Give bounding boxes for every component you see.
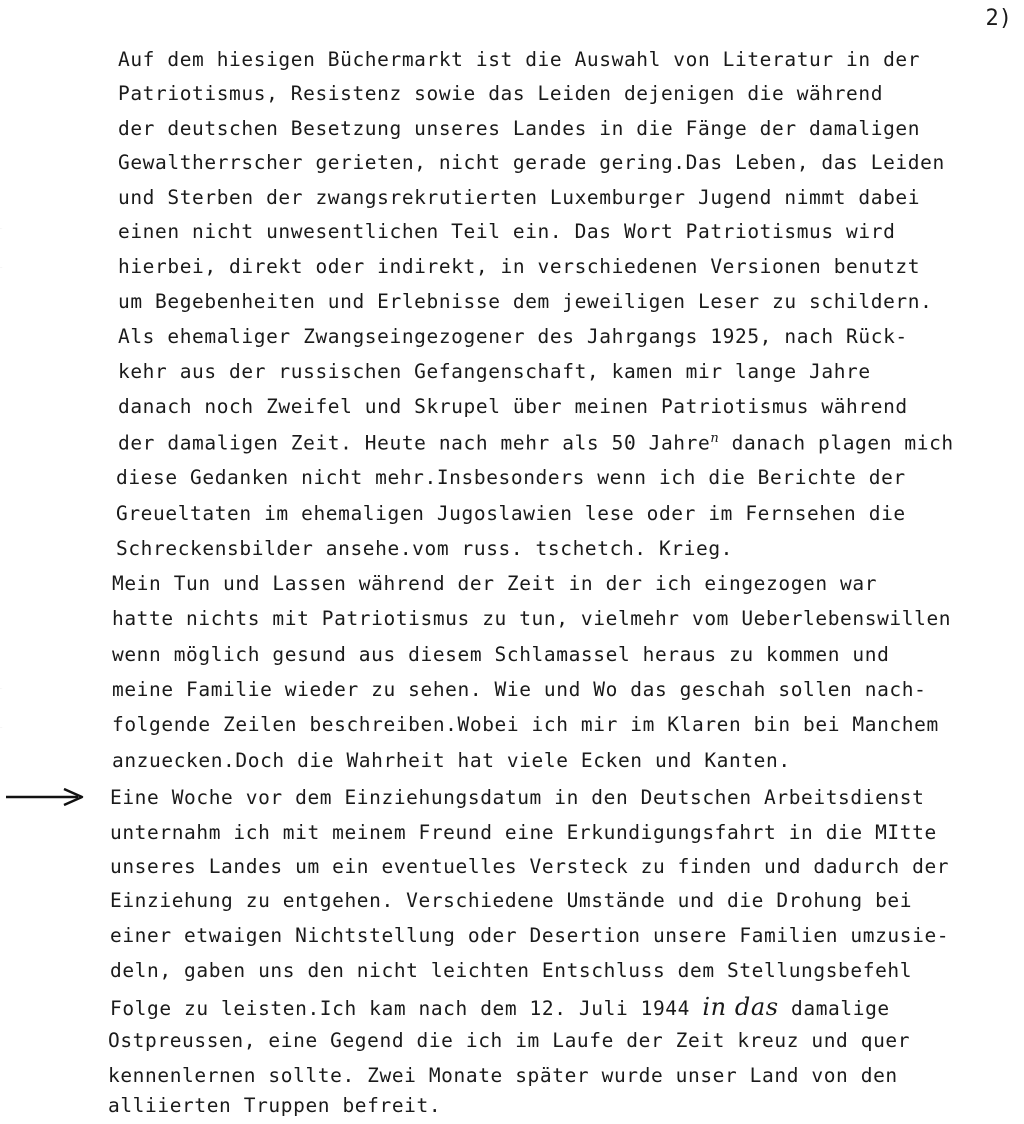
text-line: folgende Zeilen beschreiben.Wobei ich mir im Klaren bin bei Manchem (112, 713, 939, 736)
text-line: kennenlernen sollte. Zwei Monate später wurde unser Land von den (108, 1064, 898, 1087)
text-line: Auf dem hiesigen Büchermarkt ist die Auswahl von Literatur in der (118, 48, 921, 71)
text-line (118, 431, 954, 455)
text-line: einen nicht unwesentlichen Teil ein. Das Wort Patriotismus wird (118, 220, 896, 243)
text-line: und Sterben der zwangsrekrutierten Luxemburger Jugend nimmt dabei (118, 186, 921, 209)
text-line: Patriotismus, Resistenz sowie das Leiden dejenigen die während (118, 82, 884, 105)
text-line: meine Familie wieder zu sehen. Wie und Wo das geschah sollen nach- (112, 678, 927, 701)
text-line: deln, gaben uns den nicht leichten Entschluss dem Stellungsbefehl (110, 959, 913, 982)
text-line: um Begebenheiten und Erlebnisse dem jeweiligen Leser zu schildern. (118, 290, 933, 313)
margin-arrow-icon (4, 786, 88, 808)
text-line: anzuecken.Doch die Wahrheit hat viele Ecken und Kanten. (112, 749, 791, 772)
text-line: alliierten Truppen befreit. (108, 1094, 442, 1117)
text-line: unternahm ich mit meinem Freund eine Erkundigungsfahrt in die MItte (110, 821, 937, 844)
text-line: einer etwaigen Nichtstellung oder Desertion unsere Familien umzusie- (110, 924, 950, 947)
text-line: Greueltaten im ehemaligen Jugoslawien lese oder im Fernsehen die (116, 502, 906, 525)
text-line: kehr aus der russischen Gefangenschaft, kamen mir lange Jahre (118, 360, 871, 383)
text-line: Einziehung zu entgehen. Verschiedene Umstände und die Drohung bei (110, 889, 913, 912)
text-line: Gewaltherrscher gerieten, nicht gerade gering.Das Leben, das Leiden (118, 151, 945, 174)
handwritten-correction: n (710, 431, 720, 446)
text-line: hierbei, direkt oder indirekt, in verschiedenen Versionen benutzt (118, 255, 921, 278)
text-segment: damalige (791, 997, 890, 1020)
text-line: danach noch Zweifel und Skrupel über meinen Patriotismus während (118, 395, 908, 418)
text-line: diese Gedanken nicht mehr.Insbesonders wenn ich die Berichte der (116, 466, 906, 489)
text-segment: der damaligen Zeit. Heute nach mehr als 50 Jahre (118, 431, 711, 455)
text-line: wenn möglich gesund aus diesem Schlamassel heraus zu kommen und (112, 643, 890, 666)
text-line: Mein Tun und Lassen während der Zeit in der ich eingezogen war (112, 572, 878, 595)
text-line: Eine Woche vor dem Einziehungsdatum in den Deutschen Arbeitsdienst (110, 786, 925, 809)
text-line (110, 993, 890, 1021)
punch-hole-mark (0, 688, 13, 728)
text-line: Schreckensbilder ansehe.vom russ. tschetch. Krieg. (116, 537, 733, 560)
text-line: hatte nichts mit Patriotismus zu tun, vielmehr vom Ueberlebenswillen (112, 607, 952, 630)
text-line: Als ehemaliger Zwangseingezogener des Jahrgangs 1925, nach Rück- (118, 325, 908, 348)
text-segment: danach plagen mich (731, 431, 954, 455)
punch-hole-mark (0, 228, 13, 268)
handwritten-insertion: in das (702, 993, 779, 1021)
text-line: Ostpreussen, eine Gegend die ich im Laufe der Zeit kreuz und quer (108, 1029, 911, 1052)
text-line: der deutschen Besetzung unseres Landes in die Fänge der damaligen (118, 117, 921, 140)
page-number: 2) (985, 6, 1012, 31)
text-segment: Folge zu leisten.Ich kam nach dem 12. Juli 1944 (110, 997, 690, 1020)
text-line: unseres Landes um ein eventuelles Versteck zu finden und dadurch der (110, 855, 950, 878)
